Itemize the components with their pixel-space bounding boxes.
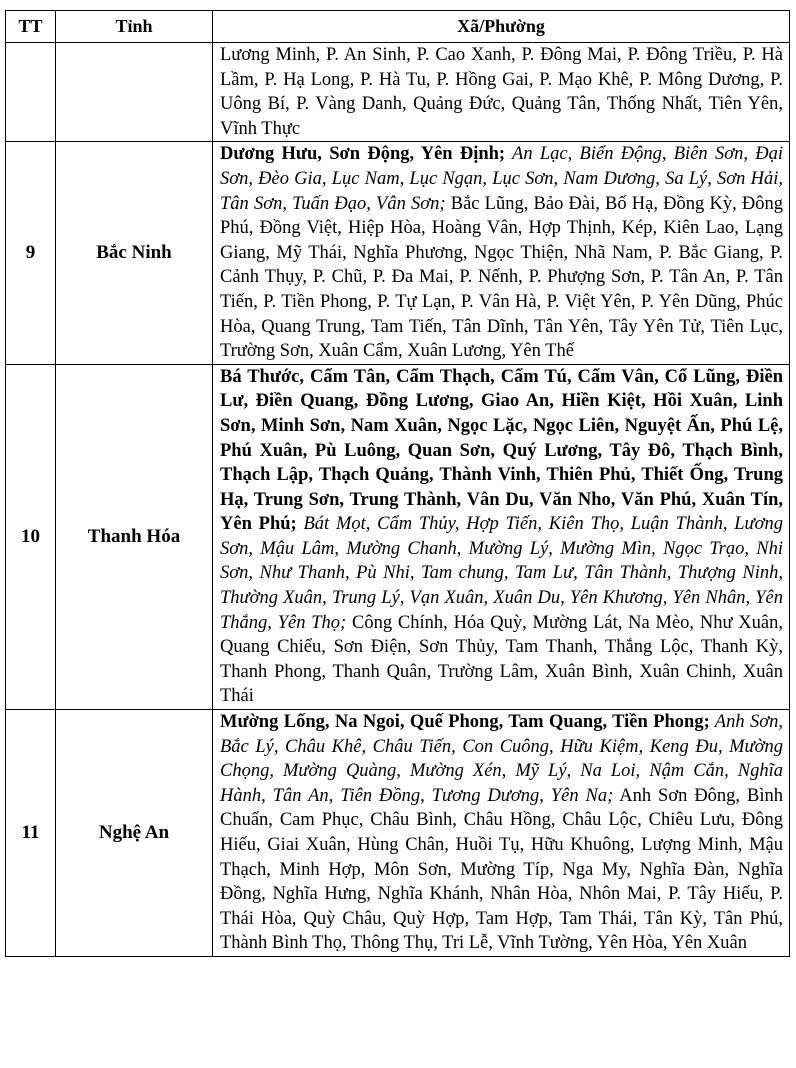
ward-list <box>213 142 790 364</box>
province-name: Nghệ An <box>56 710 213 957</box>
row-number: 11 <box>6 710 56 957</box>
header-tt: TT <box>6 11 56 43</box>
ward-list-bold: Dương Hưu, Sơn Động, Yên Định; <box>220 144 506 165</box>
header-wards: Xã/Phường <box>213 11 790 43</box>
province-name: Thanh Hóa <box>56 364 213 709</box>
header-province: Tỉnh <box>56 11 213 43</box>
ward-list <box>213 710 790 957</box>
ward-list-regular: Lương Minh, P. An Sinh, P. Cao Xanh, P. Đông Mai, P. Đông Triều, P. Hà Lầm, P. Hạ Long, P. Hà Tu, P. Hồng Gai, P. Mạo Khê, P. Mông Dương, P. Uông Bí, P. Vàng Danh, Quảng Đức, Quảng Tân, Thống Nhất, Tiên Yên, Vĩnh Thực <box>220 45 783 139</box>
ward-list-regular: Bắc Lũng, Bảo Đài, Bố Hạ, Đồng Kỳ, Đông Phú, Đồng Việt, Hiệp Hòa, Hoàng Vân, Hợp Thịnh, Kép, Kiên Lao, Lạng Giang, Mỹ Thái, Nghĩa Phương, Ngọc Thiện, Nhã Nam, P. Bắc Giang, P. Cảnh Thụy, P. Chũ, P. Đa Mai, P. Nếnh, P. Phượng Sơn, P. Tân An, P. Tân Tiến, P. Tiền Phong, P. Tự Lạn, P. Vân Hà, P. Việt Yên, P. Yên Dũng, Phúc Hòa, Quang Trung, Tam Tiến, Tân Dĩnh, Tân Yên, Tây Yên Tử, Tiên Lục, Trường Sơn, Xuân Cẩm, Xuân Lương, Yên Thế <box>220 193 783 362</box>
table-row <box>6 364 790 709</box>
ward-list-bold: Bá Thước, Cẩm Tân, Cẩm Thạch, Cẩm Tú, Cẩm Vân, Cổ Lũng, Điền Lư, Điền Quang, Đồng Lương, Giao An, Hiền Kiệt, Hồi Xuân, Linh Sơn, Minh Sơn, Nam Xuân, Ngọc Lặc, Ngọc Liên, Nguyệt Ấn, Phú Lệ, Phú Xuân, Pù Luông, Quan Sơn, Quý Lương, Tây Đô, Thạch Bình, Thạch Lập, Thạch Quảng, Thành Vinh, Thiên Phủ, Thiết Ống, Trung Hạ, Trung Sơn, Trung Thành, Vân Du, Văn Nho, Văn Phú, Xuân Tín, Yên Phú; <box>220 366 783 535</box>
province-name: Bắc Ninh <box>56 142 213 364</box>
row-number: 10 <box>6 364 56 709</box>
table-row <box>6 43 790 142</box>
province-ward-table <box>5 10 790 957</box>
table-row <box>6 710 790 957</box>
table-row <box>6 142 790 364</box>
header-row <box>6 11 790 43</box>
province-name <box>56 43 213 142</box>
ward-list-italic: Bát Mọt, Cẩm Thủy, Hợp Tiến, Kiên Thọ, Luận Thành, Lương Sơn, Mậu Lâm, Mường Chanh, Mường Lý, Mường Mìn, Ngọc Trạo, Nhi Sơn, Như Thanh, Pù Nhi, Tam chung, Tam Lư, Tân Thành, Thượng Ninh, Thường Xuân, Trung Lý, Vạn Xuân, Xuân Du, Yên Khương, Yên Nhân, Yên Thắng, Yên Thọ; <box>220 514 783 633</box>
ward-list-italic: Anh Sơn, Bắc Lý, Châu Khê, Châu Tiến, Con Cuông, Hữu Kiệm, Keng Đu, Mường Chọng, Mường Quàng, Mường Xén, Mỹ Lý, Na Loi, Nậm Cắn, Nghĩa Hành, Tân An, Tiên Đồng, Tương Dương, Yên Na; <box>220 712 783 806</box>
document-page <box>5 10 789 957</box>
row-number: 9 <box>6 142 56 364</box>
ward-list-regular: Công Chính, Hóa Quỳ, Mường Lát, Na Mèo, Như Xuân, Quang Chiểu, Sơn Điện, Sơn Thủy, Tam Thanh, Thắng Lộc, Thanh Kỳ, Thanh Phong, Thanh Quân, Trường Lâm, Xuân Bình, Xuân Chinh, Xuân Thái <box>220 612 783 707</box>
ward-list-italic: An Lạc, Biển Động, Biên Sơn, Đại Sơn, Đèo Gia, Lục Nam, Lục Ngạn, Lục Sơn, Nam Dương, Sa Lý, Sơn Hải, Tân Sơn, Tuấn Đạo, Vân Sơn; <box>220 144 783 214</box>
row-number <box>6 43 56 142</box>
ward-list-bold: Mường Lống, Na Ngoi, Quế Phong, Tam Quang, Tiền Phong; <box>220 712 710 733</box>
ward-list-regular: Anh Sơn Đông, Bình Chuẩn, Cam Phục, Châu Bình, Châu Hồng, Châu Lộc, Chiêu Lưu, Đông Hiếu, Giai Xuân, Hùng Chân, Huồi Tụ, Hữu Khuông, Lượng Minh, Mậu Thạch, Minh Hợp, Môn Sơn, Mường Típ, Nga My, Nghĩa Đàn, Nghĩa Đồng, Nghĩa Hưng, Nghĩa Khánh, Nhân Hòa, Nhôn Mai, P. Tây Hiếu, P. Thái Hòa, Quỳ Châu, Quỳ Hợp, Tam Hợp, Tam Thái, Tân Kỳ, Tân Phú, Thành Bình Thọ, Thông Thụ, Tri Lễ, Vĩnh Tường, Yên Hòa, Yên Xuân <box>220 785 783 954</box>
ward-list <box>213 43 790 142</box>
ward-list <box>213 364 790 709</box>
